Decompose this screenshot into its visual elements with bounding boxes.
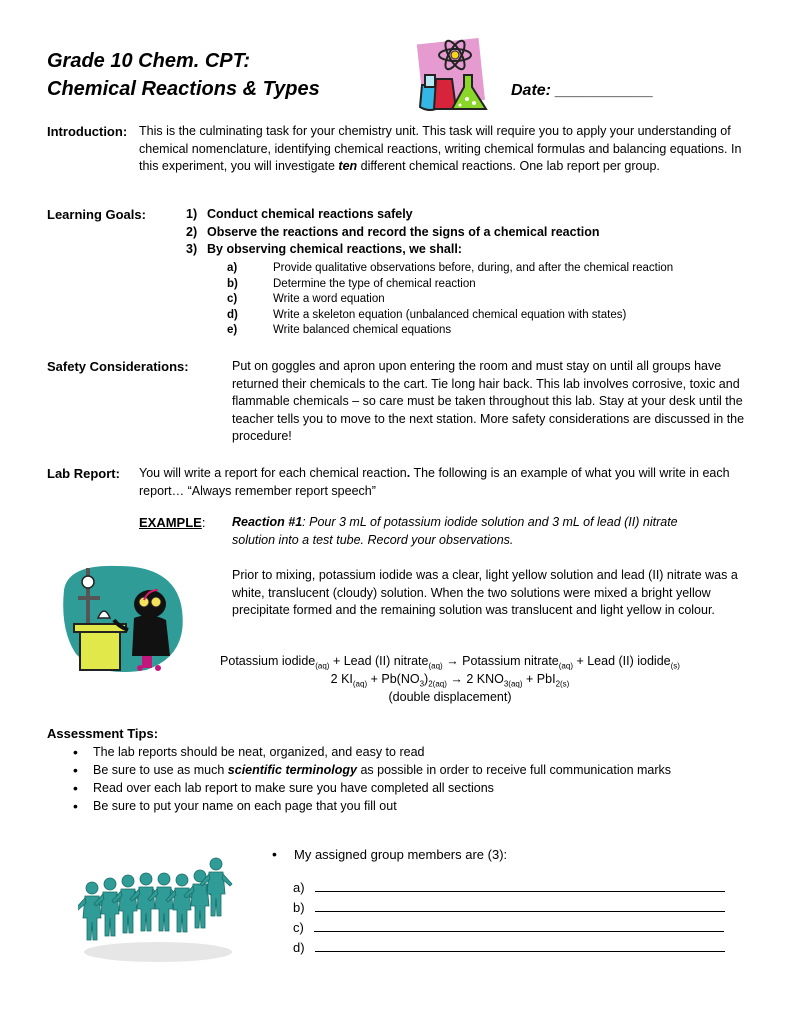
- list-item: • The lab reports should be neat, organized, and easy to read: [47, 743, 767, 761]
- word-equation: Potassium iodide$_{(aq)}$ + Lead (II) nitrate$_{(aq)}$ → Potassium nitrate$_{(aq)}$ + Lead (II) iodide$_{(s)}$: [220, 654, 680, 671]
- assessment-tips-list: [47, 743, 767, 815]
- member-row[interactable]: b): [293, 898, 725, 918]
- goal-sub-list: [227, 260, 673, 338]
- formula-equation: 2 $KI_{(aq)} + Pb(NO_3)_{2(aq)} \to 2$ $KNO_{3(aq)} + PbI_{2(s)}$: [330, 672, 570, 689]
- example-label: EXAMPLE:: [139, 515, 206, 530]
- learning-goals-list: [186, 207, 600, 260]
- goal-item: 2) Observe the reactions and record the signs of a chemical reaction: [186, 224, 600, 239]
- arrow-icon: →: [442, 654, 463, 668]
- safety-text: Put on goggles and apron upon entering the room and must stay on until all groups have returned their chemicals to the cart. Tie long hair back. This lab involves corrosive, toxic and flammable chemicals – so care must be taken throughout this lab. Stay at your desk until the teacher tells you to move to the next station. More safety considerations are discussed in the procedure!: [232, 359, 745, 444]
- reaction-type: (double displacement): [388, 690, 512, 704]
- member-blank[interactable]: [315, 879, 725, 892]
- chemistry-flasks-icon: [412, 35, 494, 115]
- safety-label: Safety Considerations:: [47, 359, 189, 374]
- lab-report-label: Lab Report:: [47, 466, 120, 481]
- date-field[interactable]: [511, 82, 653, 100]
- introduction-text: This is the culminating task for your chemistry unit. This task will require you to apply your understanding of chemical nomenclature, identifying chemical reactions, writing chemical formulas and balancing equations. In this experiment, you will investigate ten different chemical reactions. One lab report per group.: [139, 124, 742, 174]
- member-row[interactable]: d): [293, 938, 725, 958]
- sub-item: c) Write a word equation: [227, 293, 385, 306]
- page-title: [47, 47, 320, 103]
- title-line-2: Chemical Reactions & Types: [47, 78, 320, 100]
- member-blank[interactable]: [314, 919, 724, 932]
- sub-item: d) Write a skeleton equation (unbalanced chemical equation with states): [227, 308, 627, 321]
- bullet-icon: •: [272, 846, 277, 862]
- introduction-emphasis: ten: [338, 159, 358, 174]
- title-line-1: Grade 10 Chem. CPT:: [47, 50, 251, 72]
- member-row[interactable]: a): [293, 878, 725, 898]
- member-blank[interactable]: [315, 899, 725, 912]
- paper-people-chain-icon: [78, 848, 238, 968]
- date-blank[interactable]: ___________: [555, 82, 654, 99]
- example-reaction: Reaction #1: Pour 3 mL of potassium iodide solution and 3 mL of lead (II) nitrate solution into a test tube. Record your observations.: [232, 515, 678, 547]
- assessment-label: Assessment Tips:: [47, 726, 159, 741]
- introduction-label: Introduction:: [47, 124, 128, 139]
- arrow-icon: →: [446, 672, 467, 686]
- member-row[interactable]: c): [293, 918, 725, 938]
- sub-item: a) Provide qualitative observations before, during, and after the chemical reaction: [227, 262, 674, 274]
- learning-goals-label: Learning Goals:: [47, 207, 146, 222]
- scientist-icon: [58, 560, 188, 676]
- group-prompt: • My assigned group members are (3):: [272, 846, 508, 862]
- member-blank[interactable]: [315, 939, 725, 952]
- list-item: • Read over each lab report to make sure you have completed all sections: [47, 779, 767, 797]
- list-item: • Be sure to use as much scientific terminology as possible in order to receive full communication marks: [47, 761, 767, 779]
- example-observation: Prior to mixing, potassium iodide was a clear, light yellow solution and lead (II) nitrate was a white, translucent (cloudy) solution. When the two solutions were mixed a bright yellow precipitate formed and the remaining solution was translucent and light yellow in colour.: [232, 568, 738, 618]
- sub-item: b) Determine the type of chemical reaction: [227, 277, 476, 290]
- date-label: Date:: [511, 82, 552, 99]
- goal-item: 1) Conduct chemical reactions safely: [186, 207, 413, 221]
- group-members-list: [293, 878, 725, 958]
- list-item: • Be sure to put your name on each page that you fill out: [47, 797, 767, 815]
- lab-report-text: You will write a report for each chemical reaction. The following is an example of what you will write in each report… “Always remember report speech”: [139, 466, 730, 498]
- goal-item: 3) By observing chemical reactions, we shall:: [186, 242, 462, 256]
- sub-item: e) Write balanced chemical equations: [227, 324, 452, 337]
